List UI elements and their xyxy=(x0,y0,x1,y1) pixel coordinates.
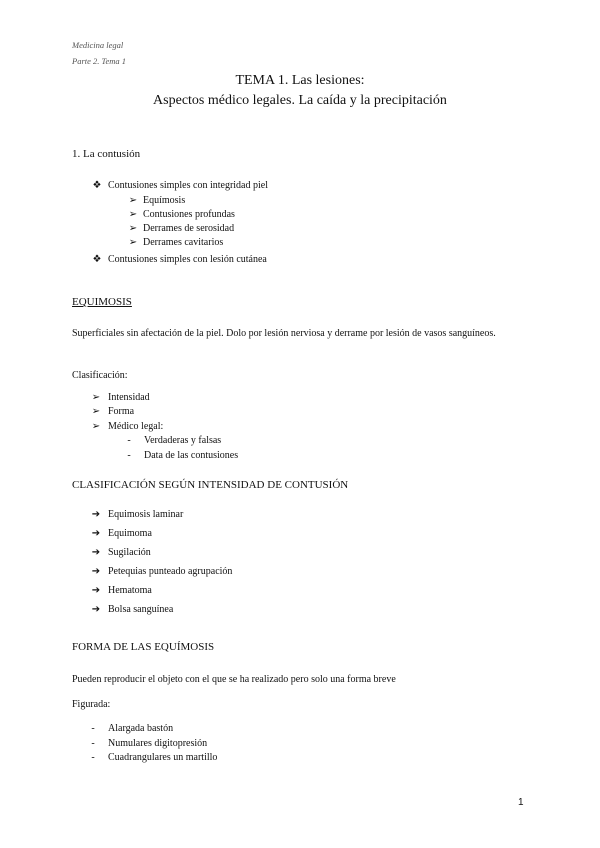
arrow-bullet-icon: ➢ xyxy=(128,237,138,248)
right-arrow-icon: ➔ xyxy=(91,528,101,539)
dash-bullet: - xyxy=(127,450,131,461)
list-item-text: Intensidad xyxy=(108,392,150,403)
list-item xyxy=(90,566,232,577)
section-heading-contusion: 1. La contusión xyxy=(72,148,141,160)
list-item-text: Equimoma xyxy=(108,528,152,539)
list-item-text: Forma xyxy=(108,406,135,417)
list-item xyxy=(88,752,217,763)
list-item-text: Médico legal: xyxy=(108,421,164,432)
list-item xyxy=(124,450,238,461)
dash-bullet: - xyxy=(127,435,131,446)
list-item-text: Sugilación xyxy=(108,547,151,558)
right-arrow-icon: ➔ xyxy=(91,604,101,615)
section-heading-intensidad: CLASIFICACIÓN SEGÚN INTENSIDAD DE CONTUSIÓN xyxy=(72,479,349,491)
arrow-bullet-icon: ➢ xyxy=(91,406,101,417)
list-item xyxy=(90,509,183,520)
list-item-text: Numulares digitopresión xyxy=(108,738,208,749)
list-item-text: Contusiones simples con integridad piel xyxy=(108,180,268,191)
list-item xyxy=(90,528,152,539)
list-item-text: Derrames cavitarios xyxy=(143,237,224,248)
list-item xyxy=(127,237,223,248)
diamond-bullet-icon: ❖ xyxy=(92,254,102,265)
list-item xyxy=(90,604,173,615)
right-arrow-icon: ➔ xyxy=(91,547,101,558)
diamond-bullet-icon: ❖ xyxy=(92,180,102,191)
list-item-text: Petequias punteado agrupación xyxy=(108,566,233,577)
section-heading-equimosis: EQUIMOSIS xyxy=(72,296,132,308)
list-item-text: Contusiones profundas xyxy=(143,209,235,220)
list-item xyxy=(88,738,207,749)
page-subtitle: Aspectos médico legales. La caída y la precipitación xyxy=(153,93,447,108)
list-item-text: Equimosis laminar xyxy=(108,509,184,520)
list-item xyxy=(90,406,134,417)
list-item-text: Hematoma xyxy=(108,585,152,596)
equimosis-paragraph: Superficiales sin afectación de la piel. Dolo por lesión nerviosa y derrame por lesión de vasos sanguíneos. xyxy=(72,328,496,339)
dash-bullet: - xyxy=(91,738,95,749)
arrow-bullet-icon: ➢ xyxy=(91,392,101,403)
list-item-text: Verdaderas y falsas xyxy=(144,435,222,446)
figurada-label: Figurada: xyxy=(72,699,111,710)
list-item xyxy=(90,547,151,558)
forma-paragraph: Pueden reproducir el objeto con el que se ha realizado pero solo una forma breve xyxy=(72,674,396,685)
right-arrow-icon: ➔ xyxy=(91,509,101,520)
dash-bullet: - xyxy=(91,723,95,734)
list-item-text: Equímosis xyxy=(143,195,186,206)
list-item xyxy=(124,435,221,446)
list-item xyxy=(127,223,234,234)
list-item-text: Cuadrangulares un martillo xyxy=(108,752,218,763)
list-item xyxy=(90,180,268,191)
arrow-bullet-icon: ➢ xyxy=(128,195,138,206)
list-item xyxy=(88,723,173,734)
arrow-bullet-icon: ➢ xyxy=(128,209,138,220)
list-item-text: Derrames de serosidad xyxy=(143,223,235,234)
list-item-text: Bolsa sanguínea xyxy=(108,604,174,615)
page-title: TEMA 1. Las lesiones: xyxy=(235,73,365,88)
arrow-bullet-icon: ➢ xyxy=(91,421,101,432)
list-item-text: Alargada bastón xyxy=(108,723,174,734)
page-number: 1 xyxy=(518,797,524,808)
header-subject: Medicina legal xyxy=(72,40,124,50)
classification-label: Clasificación: xyxy=(72,370,128,381)
arrow-bullet-icon: ➢ xyxy=(128,223,138,234)
list-item xyxy=(127,195,185,206)
right-arrow-icon: ➔ xyxy=(91,566,101,577)
list-item xyxy=(90,254,267,265)
dash-bullet: - xyxy=(91,752,95,763)
right-arrow-icon: ➔ xyxy=(91,585,101,596)
list-item xyxy=(127,209,235,220)
list-item xyxy=(90,392,150,403)
list-item xyxy=(90,585,152,596)
list-item-text: Contusiones simples con lesión cutánea xyxy=(108,254,267,265)
list-item xyxy=(90,421,163,432)
header-part: Parte 2. Tema 1 xyxy=(72,56,126,66)
list-item-text: Data de las contusiones xyxy=(144,450,239,461)
section-heading-forma: FORMA DE LAS EQUÍMOSIS xyxy=(72,641,215,653)
